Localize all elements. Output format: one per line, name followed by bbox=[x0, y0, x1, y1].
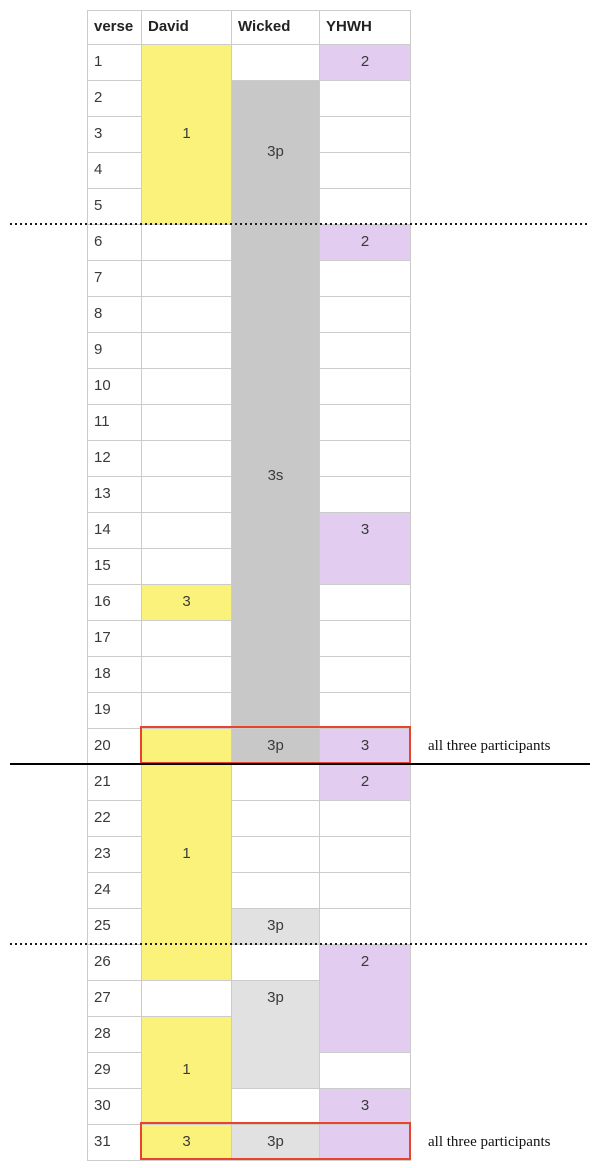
region-david-v1-5 bbox=[142, 45, 231, 224]
region-value-label: 3p bbox=[267, 917, 284, 934]
region-wicked-v6-19 bbox=[232, 225, 319, 728]
region-value-label: 2 bbox=[360, 53, 370, 70]
region-value-label: 3 bbox=[182, 1133, 191, 1150]
callout-note-v20: all three participants bbox=[428, 738, 551, 754]
verse-cell-22: 22 bbox=[94, 809, 111, 826]
verse-cell-8: 8 bbox=[94, 305, 103, 322]
region-value-label: 3s bbox=[267, 467, 284, 484]
region-value-label: 3p bbox=[267, 989, 284, 1006]
callout-note-v31: all three participants bbox=[428, 1134, 551, 1150]
verse-cell-18: 18 bbox=[94, 665, 111, 682]
verse-cell-17: 17 bbox=[94, 629, 111, 646]
verse-cell-12: 12 bbox=[94, 449, 111, 466]
region-value-label: 2 bbox=[360, 773, 370, 790]
region-value-label: 1 bbox=[182, 125, 191, 142]
verse-cell-1: 1 bbox=[94, 53, 103, 70]
verse-cell-4: 4 bbox=[94, 161, 103, 178]
region-yhwh-v30 bbox=[320, 1089, 410, 1124]
region-value-label: 3 bbox=[360, 521, 370, 538]
region-yhwh-v14-15 bbox=[320, 513, 410, 584]
verse-cell-16: 16 bbox=[94, 593, 111, 610]
region-yhwh-v21 bbox=[320, 765, 410, 800]
verse-cell-2: 2 bbox=[94, 89, 103, 106]
separator-dotted-after-v25 bbox=[10, 943, 590, 945]
grid-line-horizontal-32 bbox=[87, 1160, 411, 1161]
region-value-label: 1 bbox=[182, 1061, 191, 1078]
highlight-box-all-three-v31 bbox=[140, 1122, 411, 1160]
verse-cell-25: 25 bbox=[94, 917, 111, 934]
verse-cell-23: 23 bbox=[94, 845, 111, 862]
verse-cell-3: 3 bbox=[94, 125, 103, 142]
region-david-v16 bbox=[142, 585, 231, 620]
verse-cell-7: 7 bbox=[94, 269, 103, 286]
verse-cell-27: 27 bbox=[94, 989, 111, 1006]
region-value-label: 3 bbox=[182, 593, 191, 610]
verse-cell-24: 24 bbox=[94, 881, 111, 898]
verse-cell-21: 21 bbox=[94, 773, 111, 790]
region-value-label: 1 bbox=[182, 845, 191, 862]
verse-cell-10: 10 bbox=[94, 377, 111, 394]
separator-solid-after-v20 bbox=[10, 763, 590, 765]
verse-cell-31: 31 bbox=[94, 1133, 111, 1150]
region-yhwh-v6 bbox=[320, 225, 410, 260]
verse-cell-19: 19 bbox=[94, 701, 111, 718]
column-header-david: David bbox=[148, 18, 189, 35]
region-wicked-v27-29 bbox=[232, 981, 319, 1088]
column-header-yhwh: YHWH bbox=[326, 18, 372, 35]
separator-dotted-after-v5 bbox=[10, 223, 590, 225]
column-header-verse: verse bbox=[94, 18, 134, 35]
region-value-label: 2 bbox=[360, 233, 370, 250]
verse-cell-29: 29 bbox=[94, 1061, 111, 1078]
column-header-wicked: Wicked bbox=[238, 18, 291, 35]
region-value-label: 2 bbox=[360, 953, 370, 970]
verse-cell-28: 28 bbox=[94, 1025, 111, 1042]
region-value-label: 3p bbox=[267, 143, 284, 160]
verse-cell-15: 15 bbox=[94, 557, 111, 574]
verse-cell-9: 9 bbox=[94, 341, 103, 358]
region-david-v28-30 bbox=[142, 1017, 231, 1124]
region-value-label: 3p bbox=[267, 1133, 284, 1150]
region-value-label: 3 bbox=[360, 1097, 370, 1114]
verse-cell-13: 13 bbox=[94, 485, 111, 502]
region-value-label: 3p bbox=[267, 737, 284, 754]
verse-cell-5: 5 bbox=[94, 197, 103, 214]
highlight-box-all-three-v20 bbox=[140, 726, 411, 764]
verse-cell-6: 6 bbox=[94, 233, 103, 250]
region-wicked-v25 bbox=[232, 909, 319, 944]
region-david-v21-26 bbox=[142, 765, 231, 980]
verse-cell-11: 11 bbox=[94, 413, 110, 430]
region-value-label: 3 bbox=[360, 737, 370, 754]
grid-line-vertical-4 bbox=[410, 10, 411, 1161]
verse-cell-26: 26 bbox=[94, 953, 111, 970]
region-yhwh-v26-28 bbox=[320, 945, 410, 1052]
verse-cell-14: 14 bbox=[94, 521, 111, 538]
verse-cell-20: 20 bbox=[94, 737, 111, 754]
region-yhwh-v1 bbox=[320, 45, 410, 80]
region-wicked-v2-5 bbox=[232, 81, 319, 224]
verse-cell-30: 30 bbox=[94, 1097, 111, 1114]
